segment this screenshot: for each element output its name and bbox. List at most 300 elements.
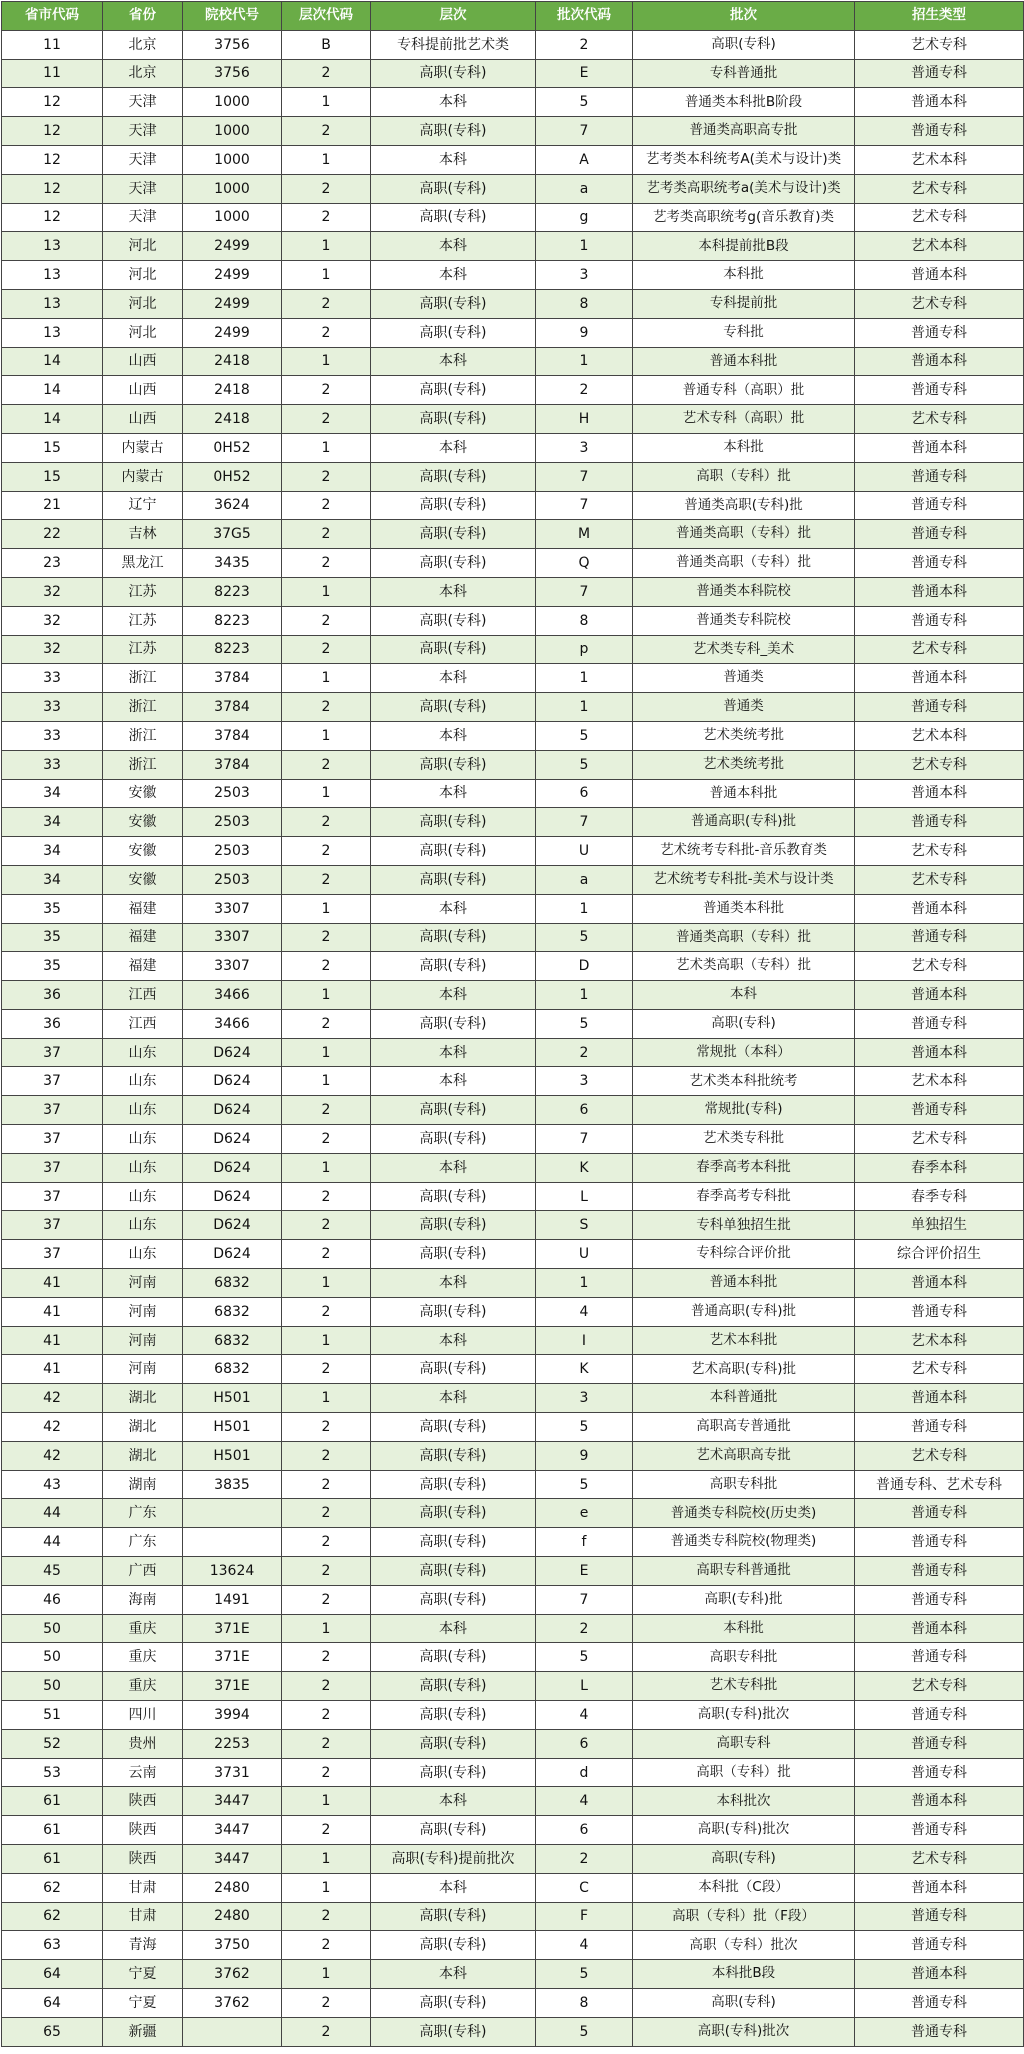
cell-batch-code: U — [536, 837, 633, 866]
cell-batch: 普通本科批 — [633, 347, 855, 376]
cell-province-code: 41 — [2, 1297, 103, 1326]
cell-province-code: 11 — [2, 30, 103, 59]
cell-batch-code: L — [536, 1672, 633, 1701]
cell-batch-code: d — [536, 1758, 633, 1787]
cell-batch-code: 3 — [536, 1067, 633, 1096]
cell-enrollment-type: 普通专科 — [855, 1096, 1024, 1125]
cell-province-code: 21 — [2, 491, 103, 520]
cell-school-code: 13624 — [183, 1557, 282, 1586]
cell-enrollment-type: 艺术专科 — [855, 750, 1024, 779]
cell-school-code: 2499 — [183, 232, 282, 261]
cell-enrollment-type: 艺术专科 — [855, 1355, 1024, 1384]
cell-level: 高职(专科) — [371, 117, 536, 146]
cell-province: 山东 — [103, 1240, 183, 1269]
cell-level: 高职(专科) — [371, 491, 536, 520]
cell-enrollment-type: 普通本科 — [855, 894, 1024, 923]
cell-level: 本科 — [371, 1326, 536, 1355]
cell-level-code: 2 — [282, 1211, 371, 1240]
table-row — [2, 1528, 1024, 1557]
cell-level-code: 1 — [282, 261, 371, 290]
cell-school-code: 1000 — [183, 174, 282, 203]
cell-level: 本科 — [371, 664, 536, 693]
cell-province-code: 42 — [2, 1413, 103, 1442]
cell-level-code: 2 — [282, 1470, 371, 1499]
cell-province-code: 61 — [2, 1816, 103, 1845]
cell-school-code: 2503 — [183, 865, 282, 894]
cell-school-code: 371E — [183, 1614, 282, 1643]
cell-school-code: 1000 — [183, 145, 282, 174]
cell-province-code: 34 — [2, 779, 103, 808]
cell-province-code: 15 — [2, 462, 103, 491]
table-row — [2, 577, 1024, 606]
cell-level-code: 2 — [282, 1988, 371, 2017]
cell-school-code: 3307 — [183, 952, 282, 981]
cell-level: 高职(专科) — [371, 1240, 536, 1269]
cell-level: 高职(专科) — [371, 865, 536, 894]
cell-enrollment-type: 普通专科 — [855, 491, 1024, 520]
cell-province: 山西 — [103, 405, 183, 434]
cell-enrollment-type: 普通专科 — [855, 1931, 1024, 1960]
cell-batch: 普通类高职(专科)批 — [633, 491, 855, 520]
cell-province: 天津 — [103, 174, 183, 203]
cell-batch-code: 2 — [536, 30, 633, 59]
cell-level: 高职(专科) — [371, 1758, 536, 1787]
table-row — [2, 1499, 1024, 1528]
cell-level: 高职(专科) — [371, 1470, 536, 1499]
cell-level: 本科 — [371, 577, 536, 606]
cell-batch: 艺术类统考批 — [633, 721, 855, 750]
cell-batch-code: 5 — [536, 923, 633, 952]
cell-enrollment-type: 普通本科 — [855, 433, 1024, 462]
cell-province-code: 46 — [2, 1585, 103, 1614]
cell-level-code: 1 — [282, 88, 371, 117]
cell-school-code: 2418 — [183, 347, 282, 376]
cell-level-code: 2 — [282, 203, 371, 232]
cell-level: 高职(专科) — [371, 1931, 536, 1960]
cell-province: 内蒙古 — [103, 433, 183, 462]
cell-school-code: 8223 — [183, 635, 282, 664]
cell-school-code: 2480 — [183, 1873, 282, 1902]
cell-province-code: 41 — [2, 1269, 103, 1298]
cell-level: 高职(专科) — [371, 1499, 536, 1528]
cell-batch-code: 7 — [536, 1125, 633, 1154]
cell-level-code: 2 — [282, 174, 371, 203]
cell-level: 高职(专科) — [371, 1355, 536, 1384]
table-row — [2, 549, 1024, 578]
cell-province: 北京 — [103, 59, 183, 88]
cell-batch-code: 4 — [536, 1701, 633, 1730]
cell-level-code: 2 — [282, 1758, 371, 1787]
cell-province-code: 37 — [2, 1182, 103, 1211]
table-row — [2, 1470, 1024, 1499]
cell-enrollment-type: 普通专科 — [855, 1902, 1024, 1931]
cell-level: 本科 — [371, 1038, 536, 1067]
cell-batch-code: p — [536, 635, 633, 664]
cell-province: 福建 — [103, 894, 183, 923]
cell-level-code: 1 — [282, 145, 371, 174]
cell-province-code: 13 — [2, 261, 103, 290]
cell-level-code: 2 — [282, 952, 371, 981]
cell-level: 高职(专科) — [371, 520, 536, 549]
cell-level-code: 2 — [282, 1240, 371, 1269]
cell-enrollment-type: 艺术本科 — [855, 1326, 1024, 1355]
cell-province-code: 14 — [2, 405, 103, 434]
cell-level-code: 1 — [282, 1845, 371, 1874]
cell-level: 高职(专科) — [371, 1009, 536, 1038]
cell-level: 本科 — [371, 1614, 536, 1643]
cell-province: 山西 — [103, 376, 183, 405]
cell-province: 陕西 — [103, 1845, 183, 1874]
cell-batch: 艺术类统考批 — [633, 750, 855, 779]
cell-level-code: 1 — [282, 779, 371, 808]
cell-province: 河北 — [103, 261, 183, 290]
cell-batch: 艺术类高职（专科）批 — [633, 952, 855, 981]
table-row — [2, 923, 1024, 952]
cell-batch: 普通高职(专科)批 — [633, 808, 855, 837]
cell-level: 高职(专科) — [371, 837, 536, 866]
cell-level: 高职(专科) — [371, 635, 536, 664]
cell-province-code: 22 — [2, 520, 103, 549]
cell-batch: 高职（专科）批（F段） — [633, 1902, 855, 1931]
cell-batch: 高职专科 — [633, 1729, 855, 1758]
cell-batch: 专科批 — [633, 318, 855, 347]
cell-province: 山东 — [103, 1125, 183, 1154]
cell-school-code: 2503 — [183, 837, 282, 866]
cell-school-code: 1000 — [183, 117, 282, 146]
cell-province-code: 37 — [2, 1038, 103, 1067]
cell-enrollment-type: 艺术专科 — [855, 1672, 1024, 1701]
cell-province-code: 35 — [2, 894, 103, 923]
cell-level-code: B — [282, 30, 371, 59]
cell-batch-code: 1 — [536, 664, 633, 693]
cell-level: 高职(专科) — [371, 1729, 536, 1758]
cell-school-code: D624 — [183, 1211, 282, 1240]
cell-batch: 艺术类专科_美术 — [633, 635, 855, 664]
cell-level-code: 2 — [282, 1096, 371, 1125]
cell-province-code: 41 — [2, 1326, 103, 1355]
cell-batch: 高职(专科) — [633, 1845, 855, 1874]
cell-enrollment-type: 艺术本科 — [855, 721, 1024, 750]
cell-batch-code: K — [536, 1153, 633, 1182]
cell-enrollment-type: 普通专科 — [855, 923, 1024, 952]
cell-enrollment-type: 普通专科 — [855, 1758, 1024, 1787]
cell-province: 河北 — [103, 232, 183, 261]
cell-province: 浙江 — [103, 750, 183, 779]
column-header-batch: 批次 — [633, 2, 855, 31]
cell-school-code: 2253 — [183, 1729, 282, 1758]
cell-batch-code: 8 — [536, 289, 633, 318]
cell-batch: 专科单独招生批 — [633, 1211, 855, 1240]
cell-enrollment-type: 普通本科 — [855, 1038, 1024, 1067]
cell-level: 高职(专科) — [371, 1902, 536, 1931]
cell-province: 北京 — [103, 30, 183, 59]
cell-batch: 普通高职(专科)批 — [633, 1297, 855, 1326]
cell-batch-code: 2 — [536, 1038, 633, 1067]
cell-province: 湖南 — [103, 1470, 183, 1499]
cell-province: 江苏 — [103, 635, 183, 664]
cell-batch-code: A — [536, 145, 633, 174]
cell-school-code: D624 — [183, 1067, 282, 1096]
cell-school-code: 3994 — [183, 1701, 282, 1730]
cell-school-code: D624 — [183, 1153, 282, 1182]
cell-batch-code: 6 — [536, 1096, 633, 1125]
cell-batch: 高职(专科)批次 — [633, 1701, 855, 1730]
cell-province: 山东 — [103, 1096, 183, 1125]
cell-school-code: 2418 — [183, 376, 282, 405]
cell-school-code: 3731 — [183, 1758, 282, 1787]
cell-school-code: 0H52 — [183, 433, 282, 462]
cell-batch: 高职(专科) — [633, 1988, 855, 2017]
cell-school-code: D624 — [183, 1038, 282, 1067]
cell-batch-code: U — [536, 1240, 633, 1269]
table-row — [2, 1240, 1024, 1269]
table-row — [2, 894, 1024, 923]
cell-batch-code: a — [536, 865, 633, 894]
cell-batch-code: e — [536, 1499, 633, 1528]
cell-level-code: 2 — [282, 405, 371, 434]
cell-province-code: 34 — [2, 865, 103, 894]
cell-enrollment-type: 艺术专科 — [855, 635, 1024, 664]
cell-level-code: 2 — [282, 1182, 371, 1211]
cell-province: 山西 — [103, 347, 183, 376]
cell-batch: 本科批B段 — [633, 1960, 855, 1989]
cell-province: 广西 — [103, 1557, 183, 1586]
cell-batch-code: 7 — [536, 462, 633, 491]
cell-province: 江西 — [103, 1009, 183, 1038]
cell-enrollment-type: 普通专科 — [855, 606, 1024, 635]
cell-school-code: 371E — [183, 1672, 282, 1701]
cell-enrollment-type: 普通本科 — [855, 1960, 1024, 1989]
cell-province: 江西 — [103, 981, 183, 1010]
cell-province-code: 34 — [2, 808, 103, 837]
cell-school-code: 0H52 — [183, 462, 282, 491]
table-row — [2, 289, 1024, 318]
cell-batch-code: 2 — [536, 1845, 633, 1874]
cell-province: 宁夏 — [103, 1960, 183, 1989]
cell-batch: 常规批（本科） — [633, 1038, 855, 1067]
cell-batch: 高职(专科)批次 — [633, 2017, 855, 2046]
table-row — [2, 1614, 1024, 1643]
cell-province-code: 53 — [2, 1758, 103, 1787]
table-row — [2, 1326, 1024, 1355]
cell-province: 河北 — [103, 289, 183, 318]
table-row — [2, 750, 1024, 779]
cell-province: 天津 — [103, 145, 183, 174]
cell-level: 本科 — [371, 1384, 536, 1413]
table-row — [2, 721, 1024, 750]
cell-level: 高职(专科) — [371, 1701, 536, 1730]
cell-level-code: 2 — [282, 1672, 371, 1701]
cell-level: 高职(专科) — [371, 462, 536, 491]
cell-batch-code: 3 — [536, 1384, 633, 1413]
cell-enrollment-type: 普通本科 — [855, 577, 1024, 606]
cell-school-code: 8223 — [183, 606, 282, 635]
cell-province-code: 45 — [2, 1557, 103, 1586]
cell-enrollment-type: 普通本科 — [855, 347, 1024, 376]
cell-province-code: 64 — [2, 1960, 103, 1989]
cell-province: 天津 — [103, 117, 183, 146]
cell-province: 青海 — [103, 1931, 183, 1960]
cell-school-code: 2499 — [183, 318, 282, 347]
cell-province: 黑龙江 — [103, 549, 183, 578]
cell-batch-code: 1 — [536, 1269, 633, 1298]
cell-batch: 艺术统考专科批-音乐教育类 — [633, 837, 855, 866]
cell-batch: 高职高专普通批 — [633, 1413, 855, 1442]
cell-level-code: 1 — [282, 721, 371, 750]
cell-batch: 普通本科批 — [633, 1269, 855, 1298]
cell-batch: 本科 — [633, 981, 855, 1010]
cell-level: 高职(专科) — [371, 318, 536, 347]
cell-batch-code: 5 — [536, 1643, 633, 1672]
cell-school-code: 3784 — [183, 750, 282, 779]
cell-level-code: 2 — [282, 808, 371, 837]
cell-school-code: 1491 — [183, 1585, 282, 1614]
table-row — [2, 1672, 1024, 1701]
cell-batch-code: 4 — [536, 1787, 633, 1816]
cell-province-code: 33 — [2, 664, 103, 693]
cell-province: 浙江 — [103, 693, 183, 722]
cell-batch: 高职专科普通批 — [633, 1557, 855, 1586]
cell-school-code: D624 — [183, 1125, 282, 1154]
cell-batch: 高职(专科) — [633, 30, 855, 59]
cell-province: 江苏 — [103, 577, 183, 606]
cell-school-code: 3784 — [183, 721, 282, 750]
cell-level-code: 2 — [282, 1557, 371, 1586]
cell-batch: 普通类 — [633, 664, 855, 693]
cell-level-code: 2 — [282, 59, 371, 88]
cell-school-code: 6832 — [183, 1326, 282, 1355]
cell-province: 甘肃 — [103, 1902, 183, 1931]
cell-batch: 高职(专科)批次 — [633, 1816, 855, 1845]
cell-enrollment-type: 普通专科 — [855, 520, 1024, 549]
column-header-batch-code: 批次代码 — [536, 2, 633, 31]
cell-level: 高职(专科) — [371, 693, 536, 722]
cell-province-code: 50 — [2, 1672, 103, 1701]
cell-level: 本科 — [371, 232, 536, 261]
cell-level-code: 1 — [282, 981, 371, 1010]
cell-province-code: 41 — [2, 1355, 103, 1384]
cell-school-code: 2499 — [183, 289, 282, 318]
cell-batch: 普通类高职高专批 — [633, 117, 855, 146]
cell-province-code: 32 — [2, 635, 103, 664]
cell-province: 江苏 — [103, 606, 183, 635]
cell-enrollment-type: 春季本科 — [855, 1153, 1024, 1182]
cell-school-code: D624 — [183, 1240, 282, 1269]
column-header-province-code: 省市代码 — [2, 2, 103, 31]
cell-school-code: 3466 — [183, 981, 282, 1010]
cell-school-code: 2480 — [183, 1902, 282, 1931]
column-header-enrollment-type: 招生类型 — [855, 2, 1024, 31]
table-row — [2, 1873, 1024, 1902]
cell-enrollment-type: 普通专科 — [855, 1729, 1024, 1758]
cell-batch-code: L — [536, 1182, 633, 1211]
cell-level: 高职(专科) — [371, 1988, 536, 2017]
cell-province-code: 37 — [2, 1067, 103, 1096]
admission-batch-table — [1, 1, 1024, 2047]
cell-enrollment-type: 普通专科 — [855, 1297, 1024, 1326]
cell-level: 高职(专科) — [371, 376, 536, 405]
cell-level: 高职(专科) — [371, 1413, 536, 1442]
cell-enrollment-type: 艺术专科 — [855, 837, 1024, 866]
header-row — [2, 2, 1024, 31]
cell-batch-code: S — [536, 1211, 633, 1240]
cell-province-code: 36 — [2, 1009, 103, 1038]
column-header-level-code: 层次代码 — [282, 2, 371, 31]
table-row — [2, 462, 1024, 491]
cell-batch-code: D — [536, 952, 633, 981]
table-row — [2, 1758, 1024, 1787]
cell-level-code: 1 — [282, 1873, 371, 1902]
cell-level: 本科 — [371, 145, 536, 174]
cell-level: 本科 — [371, 1787, 536, 1816]
table-row — [2, 1211, 1024, 1240]
cell-batch-code: 5 — [536, 1009, 633, 1038]
cell-province-code: 15 — [2, 433, 103, 462]
table-row — [2, 1269, 1024, 1298]
cell-province-code: 32 — [2, 577, 103, 606]
cell-province-code: 42 — [2, 1441, 103, 1470]
cell-province: 安徽 — [103, 865, 183, 894]
cell-level: 高职(专科)提前批次 — [371, 1845, 536, 1874]
cell-school-code: 3466 — [183, 1009, 282, 1038]
cell-batch-code: 3 — [536, 261, 633, 290]
cell-enrollment-type: 单独招生 — [855, 1211, 1024, 1240]
table-row — [2, 1038, 1024, 1067]
table-row — [2, 59, 1024, 88]
cell-level: 高职(专科) — [371, 952, 536, 981]
cell-batch: 本科提前批B段 — [633, 232, 855, 261]
cell-school-code: 2503 — [183, 808, 282, 837]
cell-school-code: 2503 — [183, 779, 282, 808]
cell-province: 吉林 — [103, 520, 183, 549]
cell-level: 高职(专科) — [371, 1211, 536, 1240]
cell-province: 河南 — [103, 1297, 183, 1326]
cell-level-code: 2 — [282, 1701, 371, 1730]
cell-level: 高职(专科) — [371, 289, 536, 318]
cell-level: 本科 — [371, 1960, 536, 1989]
cell-batch: 艺术高职(专科)批 — [633, 1355, 855, 1384]
cell-province-code: 51 — [2, 1701, 103, 1730]
table-row — [2, 1067, 1024, 1096]
cell-enrollment-type: 春季专科 — [855, 1182, 1024, 1211]
cell-enrollment-type: 普通专科 — [855, 376, 1024, 405]
cell-batch: 专科提前批 — [633, 289, 855, 318]
cell-level-code: 1 — [282, 1787, 371, 1816]
cell-level-code: 1 — [282, 1153, 371, 1182]
cell-province: 福建 — [103, 923, 183, 952]
table-row — [2, 232, 1024, 261]
cell-batch: 普通类专科院校(历史类) — [633, 1499, 855, 1528]
cell-school-code: 3447 — [183, 1845, 282, 1874]
cell-enrollment-type: 普通专科 — [855, 808, 1024, 837]
cell-batch-code: 8 — [536, 1988, 633, 2017]
cell-batch-code: 5 — [536, 1470, 633, 1499]
cell-province: 重庆 — [103, 1614, 183, 1643]
cell-level: 高职(专科) — [371, 1182, 536, 1211]
cell-enrollment-type: 普通专科 — [855, 549, 1024, 578]
cell-level-code: 2 — [282, 462, 371, 491]
cell-level-code: 2 — [282, 1585, 371, 1614]
table-row — [2, 1787, 1024, 1816]
cell-province-code: 37 — [2, 1125, 103, 1154]
cell-level-code: 1 — [282, 433, 371, 462]
cell-school-code: 8223 — [183, 577, 282, 606]
cell-batch-code: g — [536, 203, 633, 232]
table-row — [2, 1643, 1024, 1672]
table-row — [2, 1355, 1024, 1384]
cell-batch: 艺术类本科批统考 — [633, 1067, 855, 1096]
cell-province: 山东 — [103, 1067, 183, 1096]
